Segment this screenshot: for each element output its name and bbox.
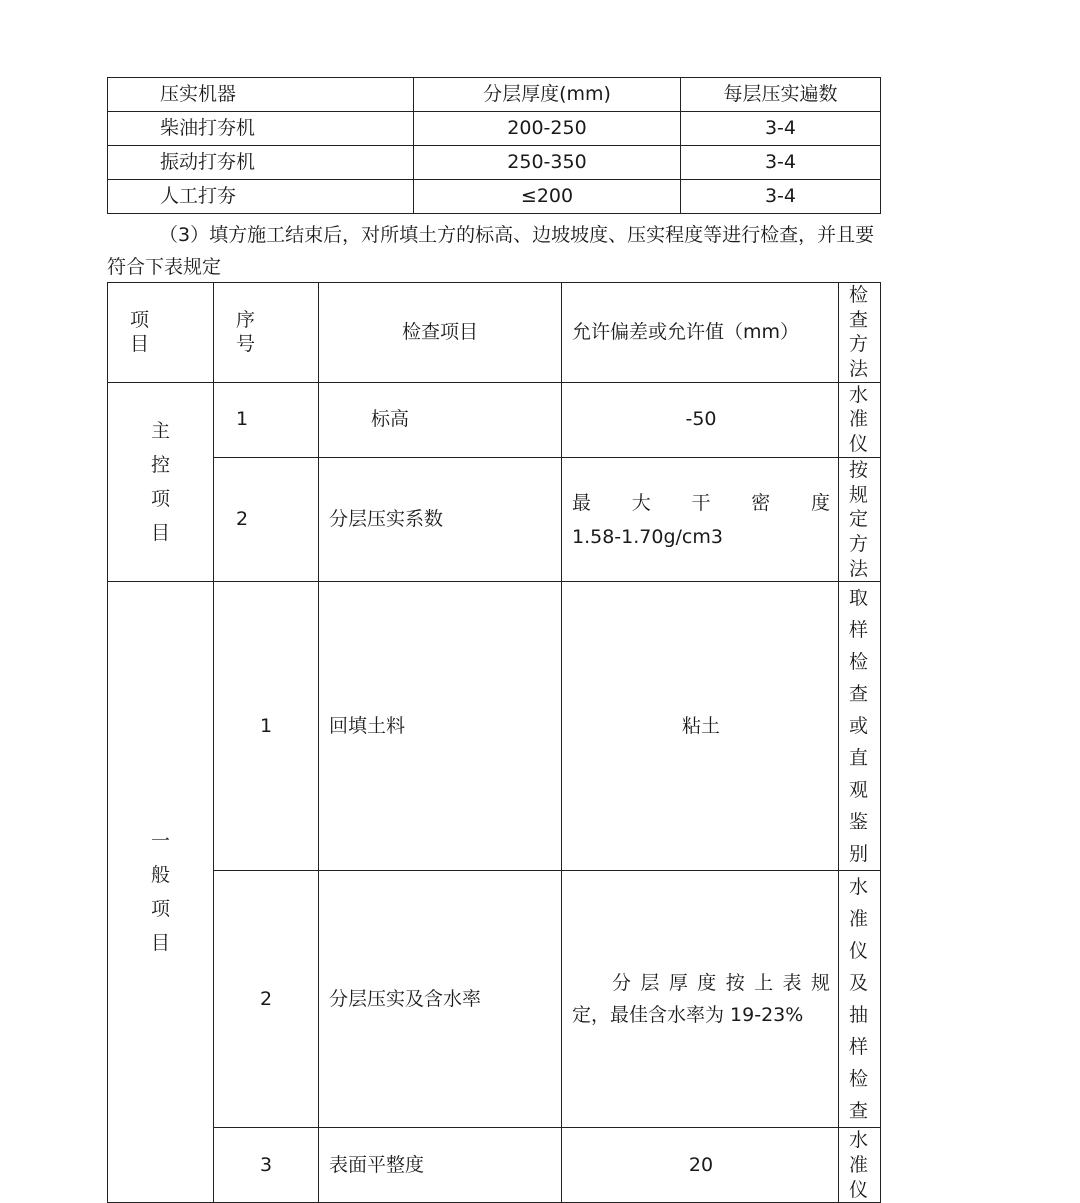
group-char: 一 xyxy=(150,830,170,853)
group-char: 项 xyxy=(150,488,170,510)
body-paragraph xyxy=(107,219,987,283)
group-char: 目 xyxy=(150,932,170,955)
table-row xyxy=(108,582,881,871)
header-cell-item xyxy=(108,283,214,383)
table-cell: 250-350 xyxy=(414,146,681,180)
method-cell: 按规定方法 xyxy=(839,457,881,581)
table-header-row xyxy=(108,283,881,383)
header-text: 序 xyxy=(236,308,256,331)
method-cell xyxy=(839,871,881,1128)
method-cell xyxy=(839,582,881,871)
item-cell: 回填土料 xyxy=(319,582,562,871)
table-row xyxy=(108,146,881,180)
value-line: 1.58-1.70g/cm3 xyxy=(572,525,723,548)
item-cell: 分层压实及含水率 xyxy=(319,871,562,1128)
group-char: 项 xyxy=(150,898,170,921)
table-cell: ≤200 xyxy=(414,180,681,214)
group-char: 般 xyxy=(150,864,170,887)
header-cell-check-item: 检查项目 xyxy=(319,283,562,383)
value-line: 最大干密度 xyxy=(572,491,830,514)
table-row xyxy=(108,180,881,214)
table-row xyxy=(108,871,881,1128)
item-cell: 标高 xyxy=(319,382,562,457)
paragraph-line: 符合下表规定 xyxy=(107,256,222,278)
inspection-table xyxy=(107,282,881,1203)
seq-cell: 1 xyxy=(214,582,319,871)
value-cell xyxy=(562,871,839,1128)
table-cell: 人工打夯 xyxy=(108,180,414,214)
group-cell-main xyxy=(108,382,214,582)
seq-cell: 2 xyxy=(214,457,319,581)
value-line: 分层厚度按上表规 xyxy=(612,972,830,995)
group-char: 控 xyxy=(150,454,170,476)
table-cell: 3-4 xyxy=(681,180,881,214)
value-cell xyxy=(562,457,839,581)
value-cell: -50 xyxy=(562,382,839,457)
header-text: 项 xyxy=(130,308,150,331)
table-cell: 3-4 xyxy=(681,146,881,180)
table-row xyxy=(108,382,881,457)
table-cell: 振动打夯机 xyxy=(108,146,414,180)
compaction-table xyxy=(107,77,881,214)
method-line: 水准仪及抽 xyxy=(849,876,869,1027)
seq-cell: 3 xyxy=(214,1128,319,1203)
value-cell: 20 xyxy=(562,1128,839,1203)
header-cell-seq xyxy=(214,283,319,383)
method-cell: 水准仪 xyxy=(839,1128,881,1203)
item-cell: 表面平整度 xyxy=(319,1128,562,1203)
header-cell: 压实机器 xyxy=(108,78,414,112)
header-cell-tolerance: 允许偏差或允许值（mm） xyxy=(562,283,839,383)
group-char: 主 xyxy=(150,420,170,442)
header-text: 目 xyxy=(130,333,150,356)
header-cell: 每层压实遍数 xyxy=(681,78,881,112)
method-cell: 水准仪 xyxy=(839,382,881,457)
table-row xyxy=(108,1128,881,1203)
paragraph-line: （3）填方施工结束后，对所填土方的标高、边坡坡度、压实程度等进行检查，并且要 xyxy=(159,224,875,246)
header-cell-method: 检查方法 xyxy=(839,283,881,383)
table-row xyxy=(108,112,881,146)
method-line: 直观鉴别 xyxy=(849,747,869,866)
table-header-row xyxy=(108,78,881,112)
table-row xyxy=(108,457,881,581)
method-line: 取样检查或 xyxy=(849,587,869,738)
seq-cell: 2 xyxy=(214,871,319,1128)
item-cell: 分层压实系数 xyxy=(319,457,562,581)
header-text: 号 xyxy=(236,333,256,356)
group-cell-general xyxy=(108,582,214,1203)
method-line: 样检查 xyxy=(849,1036,869,1123)
table-cell: 柴油打夯机 xyxy=(108,112,414,146)
value-line: 定，最佳含水率为 19-23% xyxy=(572,1004,804,1027)
table-cell: 200-250 xyxy=(414,112,681,146)
seq-cell: 1 xyxy=(214,382,319,457)
header-cell: 分层厚度(mm) xyxy=(414,78,681,112)
group-char: 目 xyxy=(150,522,170,544)
table-cell: 3-4 xyxy=(681,112,881,146)
value-cell: 粘土 xyxy=(562,582,839,871)
